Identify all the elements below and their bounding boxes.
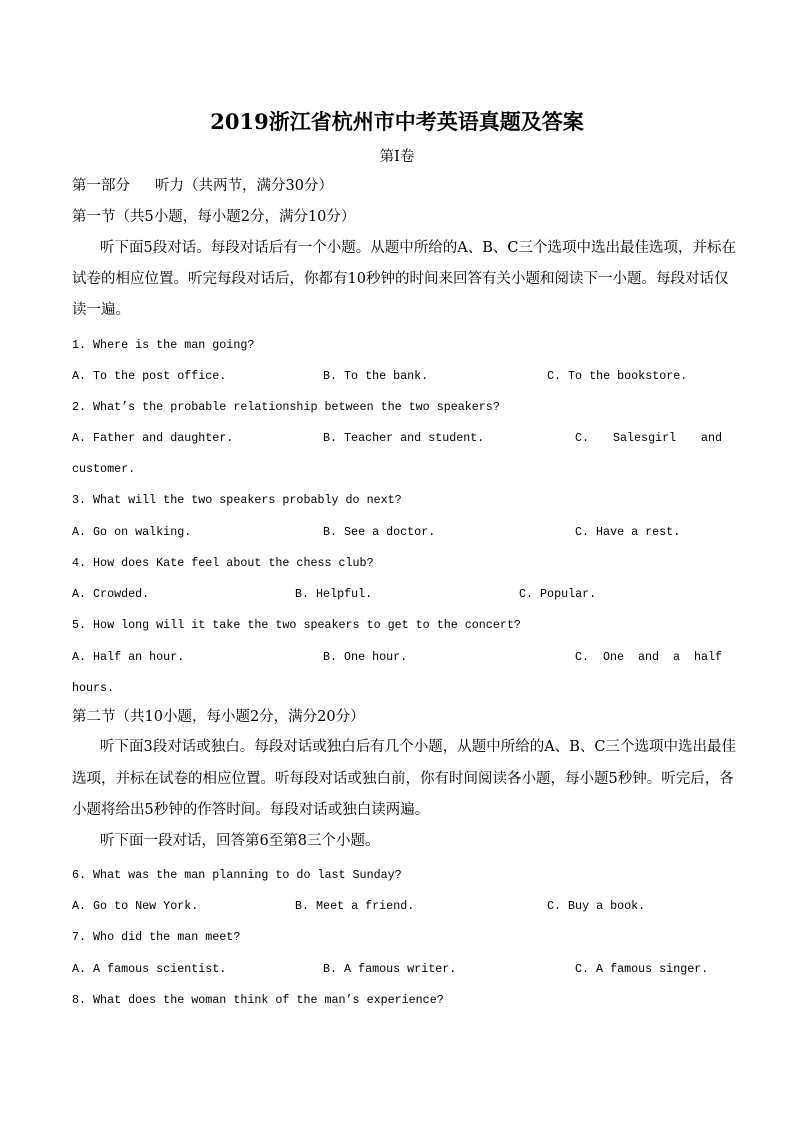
question-4: 4. How does Kate feel about the chess club? xyxy=(72,556,374,570)
option-c-continued: customer. xyxy=(72,462,136,476)
option-a: A. Father and daughter. xyxy=(72,431,234,445)
option-a: A. Crowded. xyxy=(72,587,150,601)
section1-instructions: 读一遍。 xyxy=(72,302,130,318)
option-b: B. Teacher and student. xyxy=(323,431,485,445)
option-c: C. Have a rest. xyxy=(575,525,681,539)
option-c: C. To the bookstore. xyxy=(547,369,688,383)
section2-instructions: 选项，并标在试卷的相应位置。听每段对话或独白前，你有时间阅读各小题，每小题5秒钟。听完后，各 xyxy=(72,771,734,787)
option-c: C. xyxy=(575,650,590,664)
part-title: 听力（共两节，满分30分） xyxy=(155,178,333,194)
option-c: and xyxy=(638,650,660,664)
volume-heading: 第Ⅰ卷 xyxy=(379,149,415,165)
question-5: 5. How long will it take the two speakers to get to the concert? xyxy=(72,618,521,632)
dialogue-intro: 听下面一段对话，回答第6至第8三个小题。 xyxy=(100,833,380,849)
option-c: C. Buy a book. xyxy=(547,899,646,913)
option-c: Salesgirl xyxy=(613,431,677,445)
document-title: 2019浙江省杭州市中考英语真题及答案 xyxy=(210,109,584,134)
option-c: and xyxy=(701,431,723,445)
option-a: A. Go on walking. xyxy=(72,525,192,539)
option-c-continued: hours. xyxy=(72,681,115,695)
question-8: 8. What does the woman think of the man’s experience? xyxy=(72,993,444,1007)
section1-instructions: 试卷的相应位置。听完每段对话后，你都有10秒钟的时间来回答有关小题和阅读下一小题。每段对话仅 xyxy=(72,271,729,287)
option-a: A. A famous scientist. xyxy=(72,962,227,976)
option-c: One xyxy=(603,650,625,664)
option-b: B. Meet a friend. xyxy=(295,899,415,913)
option-a: A. Half an hour. xyxy=(72,650,185,664)
option-c: half xyxy=(694,650,723,664)
section1-instructions: 听下面5段对话。每段对话后有一个小题。从题中所给的A、B、C三个选项中选出最佳选项，并标在 xyxy=(100,240,736,256)
section2-heading: 第二节（共10小题，每小题2分，满分20分） xyxy=(72,709,365,725)
option-c: C. A famous singer. xyxy=(575,962,709,976)
question-6: 6. What was the man planning to do last Sunday? xyxy=(72,868,402,882)
option-b: B. To the bank. xyxy=(323,369,429,383)
option-b: B. One hour. xyxy=(323,650,408,664)
option-a: A. Go to New York. xyxy=(72,899,199,913)
option-a: A. To the post office. xyxy=(72,369,227,383)
section1-heading: 第一节（共5小题，每小题2分，满分10分） xyxy=(72,209,356,225)
question-2: 2. What’s the probable relationship between the two speakers? xyxy=(72,400,500,414)
question-1: 1. Where is the man going? xyxy=(72,338,255,352)
option-b: B. Helpful. xyxy=(295,587,373,601)
option-c: C. xyxy=(575,431,590,445)
section2-instructions: 听下面3段对话或独白。每段对话或独白后有几个小题，从题中所给的A、B、C三个选项中选出最佳 xyxy=(100,739,736,755)
question-3: 3. What will the two speakers probably do next? xyxy=(72,493,402,507)
option-c: C. Popular. xyxy=(519,587,597,601)
option-b: B. A famous writer. xyxy=(323,962,457,976)
part-label: 第一部分 xyxy=(72,178,130,194)
question-7: 7. Who did the man meet? xyxy=(72,930,241,944)
option-c: a xyxy=(673,650,681,664)
section2-instructions: 小题将给出5秒钟的作答时间。每段对话或独白读两遍。 xyxy=(72,802,430,818)
option-b: B. See a doctor. xyxy=(323,525,436,539)
